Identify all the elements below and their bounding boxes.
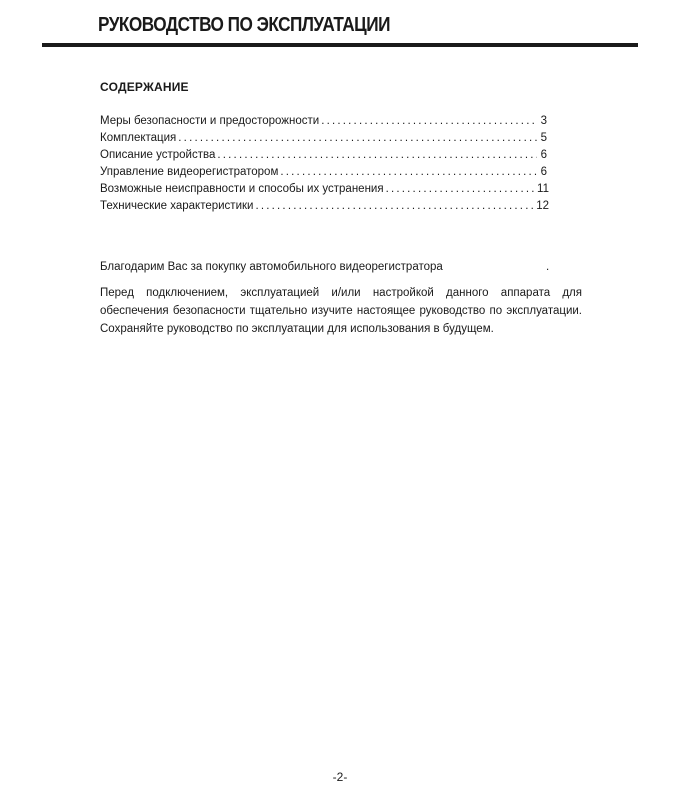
- toc-item-page: 3: [540, 115, 547, 127]
- toc-item-label: Управление видеорегистратором: [100, 166, 279, 178]
- toc-leader-dots: [178, 130, 537, 147]
- thanks-period: .: [546, 261, 550, 273]
- thanks-text: Благодарим Вас за покупку автомобильного видеорегистратора: [100, 261, 443, 273]
- safety-notice-paragraph: Перед подключением, эксплуатацией и/или настройкой данного аппарата для обеспечения безопасности тщательно изучите настоящее руководство по эксплуатации. Сохраняйте руководство по эксплуатации для использования в будущем.: [100, 287, 582, 335]
- toc-leader-dots: [280, 164, 537, 181]
- toc-item-page: 6: [540, 149, 547, 161]
- header-rule: [42, 43, 638, 47]
- toc-item: [100, 147, 547, 164]
- toc-item-page: 11: [537, 183, 549, 195]
- toc-item: [100, 181, 547, 198]
- toc-item-page: 6: [540, 166, 547, 178]
- toc-item-label: Технические характеристики: [100, 200, 254, 212]
- toc-item: [100, 113, 547, 130]
- toc-item-label: Меры безопасности и предосторожности: [100, 115, 320, 127]
- toc-item-label: Комплектация: [100, 132, 177, 144]
- toc-item: [100, 130, 547, 147]
- toc-item-label: Возможные неисправности и способы их устранения: [100, 183, 384, 195]
- thanks-paragraph: [100, 258, 560, 276]
- toc-leader-dots: [386, 181, 535, 198]
- toc-item-label: Описание устройства: [100, 149, 216, 161]
- table-of-contents: [100, 113, 547, 215]
- page-header-title: РУКОВОДСТВО ПО ЭКСПЛУАТАЦИИ: [98, 14, 390, 36]
- toc-heading: СОДЕРЖАНИЕ: [100, 80, 189, 94]
- toc-leader-dots: [321, 113, 537, 130]
- toc-item: [100, 198, 547, 215]
- toc-leader-dots: [255, 198, 534, 215]
- page-number: -2-: [332, 770, 348, 784]
- toc-item-page: 5: [540, 132, 547, 144]
- toc-leader-dots: [217, 147, 537, 164]
- toc-item-page: 12: [536, 200, 549, 212]
- toc-item: [100, 164, 547, 181]
